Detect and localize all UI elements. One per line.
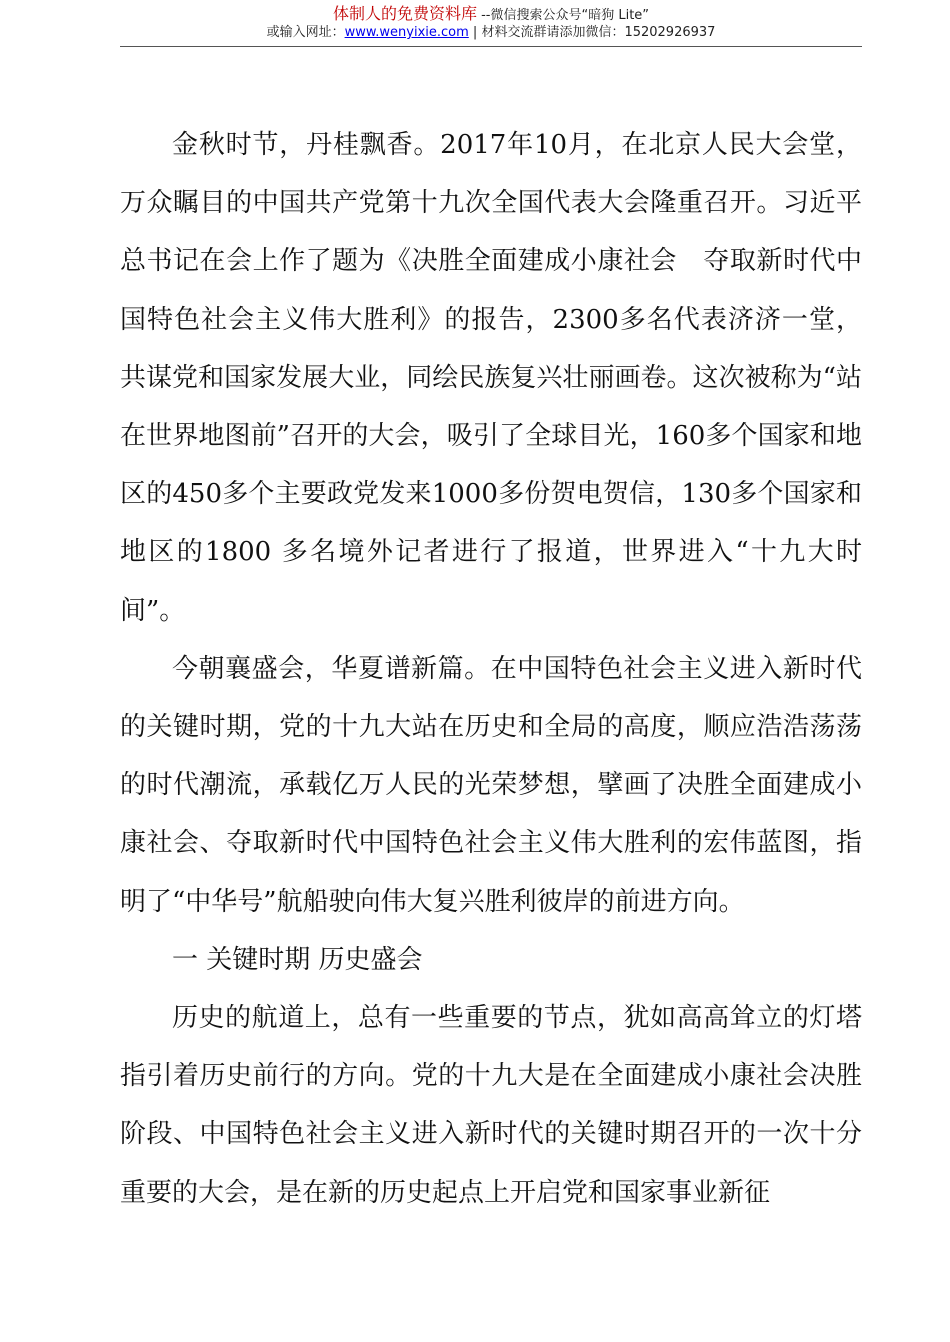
header-info-line xyxy=(120,24,862,42)
header-subtitle: --微信搜索公众号“暗狗 Lite” xyxy=(476,8,650,23)
paragraph-3: 历史的航道上，总有一些重要的节点，犹如高高耸立的灯塔指引着历史前行的方向。党的十九大是在全面建成小康社会决胜阶段、中国特色社会主义进入新时代的关键时期召开的一次十分重要的大会，是在新的历史起点上开启党和国家事业新征 xyxy=(120,1003,862,1208)
section-heading: 一 关键时期 历史盛会 xyxy=(172,944,423,975)
page-header xyxy=(120,0,862,47)
document-body xyxy=(120,116,862,1222)
header-brand: 体制人的免费资料库 xyxy=(332,4,477,23)
paragraph-1: 金秋时节，丹桂飘香。2017年10月，在北京人民大会堂，万众瞩目的中国共产党第十九次全国代表大会隆重召开。习近平总书记在会上作了题为《决胜全面建成小康社会 夺取新时代中国特色社会主义伟大胜利》的报告，2300多名代表济济一堂，共谋党和国家发展大业，同绘民族复兴壮丽画卷。这次被称为“站在世界地图前”召开的大会，吸引了全球目光，160多个国家和地区的450多个主要政党发来1000多份贺电贺信，130多个国家和地区的1800 多名境外记者进行了报道，世界进入“十九大时间”。 xyxy=(120,130,862,626)
header-title-line xyxy=(120,4,862,24)
header-contact: | 材料交流群请添加微信：15202926937 xyxy=(468,25,716,40)
paragraph-2: 今朝襄盛会，华夏谱新篇。在中国特色社会主义进入新时代的关键时期，党的十九大站在历史和全局的高度，顺应浩浩荡荡的时代潮流，承载亿万人民的光荣梦想，擘画了决胜全面建成小康社会、夺取新时代中国特色社会主义伟大胜利的宏伟蓝图，指明了“中华号”航船驶向伟大复兴胜利彼岸的前进方向。 xyxy=(120,653,862,917)
header-url-prefix: 或输入网址： xyxy=(266,25,345,40)
header-website-link[interactable]: www.wenyixie.com xyxy=(344,25,469,40)
